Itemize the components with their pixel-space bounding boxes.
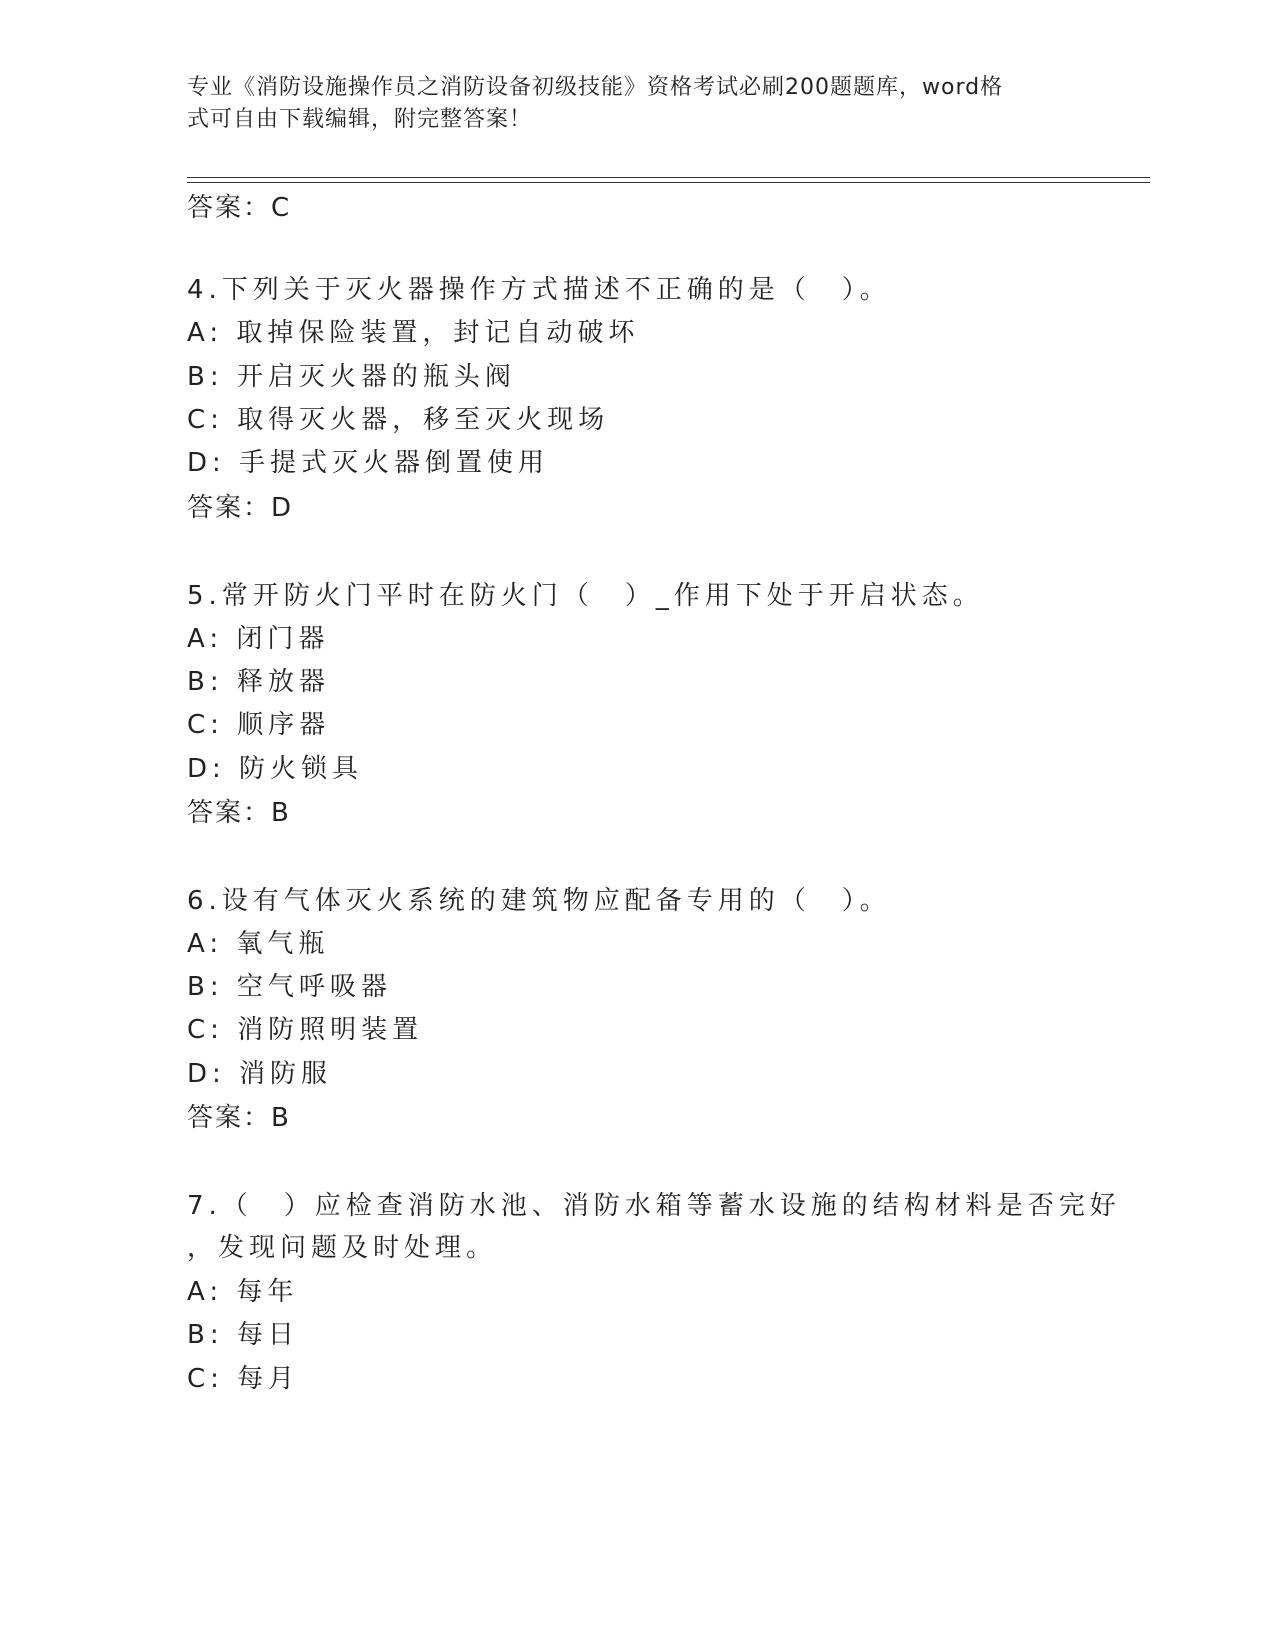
q5-answer: 答案：B xyxy=(187,798,291,828)
q4-option-c: C: 取得灭火器，移至灭火现场 xyxy=(187,405,610,435)
question-6: 6.设有气体灭火系统的建筑物应配备专用的（ ）。 xyxy=(187,886,891,916)
q6-answer: 答案：B xyxy=(187,1103,291,1133)
q5-option-d: D: 防火锁具 xyxy=(187,754,364,784)
header-divider-bottom xyxy=(187,182,1150,183)
q6-option-a: A: 氧气瓶 xyxy=(187,929,330,959)
q5-option-b: B: 释放器 xyxy=(187,667,330,697)
header-line-2: 式可自由下载编辑，附完整答案！ xyxy=(187,107,533,132)
q7-option-a: A: 每年 xyxy=(187,1277,299,1307)
q5-option-a: A: 闭门器 xyxy=(187,624,330,654)
q6-option-d: D: 消防服 xyxy=(187,1059,333,1089)
q6-option-b: B: 空气呼吸器 xyxy=(187,972,392,1002)
q7-option-b: B: 每日 xyxy=(187,1320,299,1350)
q6-option-c: C: 消防照明装置 xyxy=(187,1015,424,1045)
q7-option-c: C: 每月 xyxy=(187,1364,300,1394)
document-header xyxy=(187,72,1067,136)
question-4: 4.下列关于灭火器操作方式描述不正确的是（ ）。 xyxy=(187,275,891,305)
question-7-line-2: ，发现问题及时处理。 xyxy=(187,1233,498,1263)
header-line-1: 专业《消防设施操作员之消防设备初级技能》资格考试必刷200题题库，word格 xyxy=(187,75,1004,100)
header-divider-top xyxy=(187,177,1150,178)
previous-answer: 答案：C xyxy=(187,193,292,223)
q4-answer: 答案：D xyxy=(187,493,294,523)
q4-option-a: A: 取掉保险装置，封记自动破坏 xyxy=(187,318,640,348)
question-5: 5.常开防火门平时在防火门（ ）_作用下处于开启状态。 xyxy=(187,581,984,611)
question-7-line-1: 7.（ ）应检查消防水池、消防水箱等蓄水设施的结构材料是否完好 xyxy=(187,1191,1121,1221)
q5-option-c: C: 顺序器 xyxy=(187,710,331,740)
q4-option-d: D: 手提式灭火器倒置使用 xyxy=(187,448,550,478)
q4-option-b: B: 开启灭火器的瓶头阀 xyxy=(187,362,516,392)
